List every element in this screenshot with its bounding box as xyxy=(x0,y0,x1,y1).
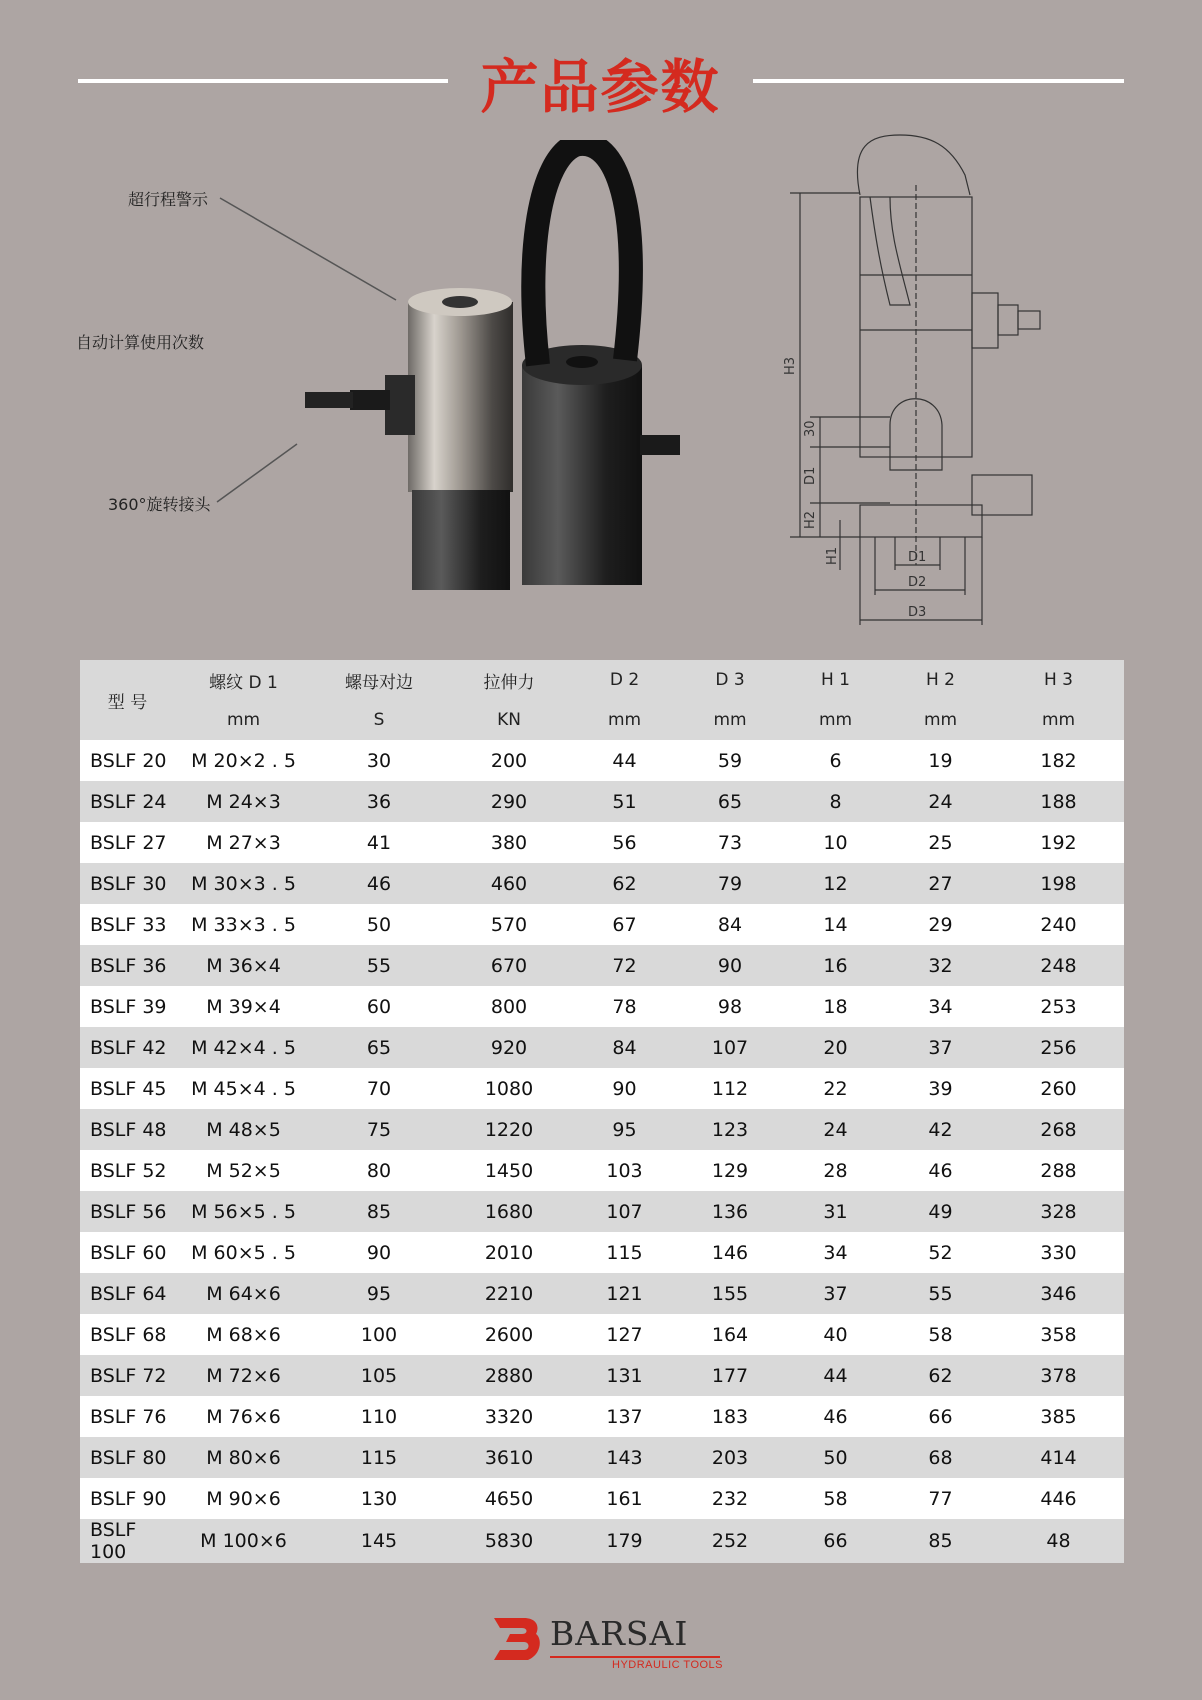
table-row xyxy=(80,1273,1124,1314)
table-cell: 129 xyxy=(677,1150,783,1191)
title-area xyxy=(0,40,1202,120)
table-cell: 12 xyxy=(783,863,888,904)
table-cell: M 36×4 xyxy=(175,945,312,986)
table-row xyxy=(80,1027,1124,1068)
table-cell: 130 xyxy=(312,1478,446,1519)
table-cell: 1450 xyxy=(446,1150,572,1191)
table-cell: M 100×6 xyxy=(175,1519,312,1563)
table-cell: 5830 xyxy=(446,1519,572,1563)
header-h2: H 2 xyxy=(888,660,993,700)
table-cell: 920 xyxy=(446,1027,572,1068)
table-cell: 380 xyxy=(446,822,572,863)
table-cell: 70 xyxy=(312,1068,446,1109)
table-cell: 121 xyxy=(572,1273,677,1314)
table-cell: 52 xyxy=(888,1232,993,1273)
table-cell: 34 xyxy=(888,986,993,1027)
table-cell: 155 xyxy=(677,1273,783,1314)
table-cell: 288 xyxy=(993,1150,1124,1191)
table-cell: M 68×6 xyxy=(175,1314,312,1355)
table-cell: 145 xyxy=(312,1519,446,1563)
header-h1: H 1 xyxy=(783,660,888,700)
table-cell: 3320 xyxy=(446,1396,572,1437)
table-cell: BSLF 52 xyxy=(80,1150,175,1191)
table-row xyxy=(80,1396,1124,1437)
unit-nut-flats: S xyxy=(312,700,446,740)
table-cell: 68 xyxy=(888,1437,993,1478)
table-cell: 36 xyxy=(312,781,446,822)
table-cell: M 27×3 xyxy=(175,822,312,863)
brand-subtitle: HYDRAULIC TOOLS xyxy=(612,1659,724,1671)
table-cell: 84 xyxy=(572,1027,677,1068)
table-cell: 252 xyxy=(677,1519,783,1563)
table-cell: 31 xyxy=(783,1191,888,1232)
table-cell: 1680 xyxy=(446,1191,572,1232)
table-cell: BSLF 42 xyxy=(80,1027,175,1068)
table-cell: 29 xyxy=(888,904,993,945)
table-cell: 62 xyxy=(572,863,677,904)
table-cell: 90 xyxy=(572,1068,677,1109)
table-cell: M 76×6 xyxy=(175,1396,312,1437)
table-cell: 248 xyxy=(993,945,1124,986)
table-cell: 51 xyxy=(572,781,677,822)
table-row xyxy=(80,945,1124,986)
table-cell: 107 xyxy=(572,1191,677,1232)
callout-swivel: 360°旋转接头 xyxy=(108,495,211,514)
table-row xyxy=(80,1191,1124,1232)
table-cell: 161 xyxy=(572,1478,677,1519)
table-header-row xyxy=(80,660,1124,700)
table-cell: BSLF 68 xyxy=(80,1314,175,1355)
table-cell: M 45×4 . 5 xyxy=(175,1068,312,1109)
table-cell: 330 xyxy=(993,1232,1124,1273)
table-cell: BSLF 72 xyxy=(80,1355,175,1396)
table-row xyxy=(80,1355,1124,1396)
table-cell: 39 xyxy=(888,1068,993,1109)
table-cell: 66 xyxy=(783,1519,888,1563)
table-cell: 115 xyxy=(312,1437,446,1478)
header-model: 型 号 xyxy=(80,660,175,740)
table-cell: 58 xyxy=(783,1478,888,1519)
table-cell: 37 xyxy=(783,1273,888,1314)
table-cell: 112 xyxy=(677,1068,783,1109)
table-cell: 203 xyxy=(677,1437,783,1478)
dim-d1: D1 xyxy=(908,550,927,565)
table-cell: 24 xyxy=(888,781,993,822)
table-cell: 123 xyxy=(677,1109,783,1150)
table-cell: 60 xyxy=(312,986,446,1027)
table-cell: 188 xyxy=(993,781,1124,822)
table-cell: 200 xyxy=(446,740,572,781)
table-cell: 40 xyxy=(783,1314,888,1355)
table-cell: 27 xyxy=(888,863,993,904)
table-row xyxy=(80,822,1124,863)
table-cell: 177 xyxy=(677,1355,783,1396)
table-cell: BSLF 76 xyxy=(80,1396,175,1437)
header-tension: 拉伸力 xyxy=(446,660,572,700)
table-cell: 66 xyxy=(888,1396,993,1437)
table-cell: M 42×4 . 5 xyxy=(175,1027,312,1068)
table-cell: 34 xyxy=(783,1232,888,1273)
table-cell: 37 xyxy=(888,1027,993,1068)
table-cell: BSLF 45 xyxy=(80,1068,175,1109)
table-cell: 232 xyxy=(677,1478,783,1519)
table-cell: 16 xyxy=(783,945,888,986)
table-cell: BSLF 80 xyxy=(80,1437,175,1478)
technical-drawing xyxy=(760,125,1090,635)
table-cell: 24 xyxy=(783,1109,888,1150)
product-photo xyxy=(290,140,700,590)
brand-mark-icon xyxy=(488,1612,544,1668)
dim-d1-vertical: D1 xyxy=(803,466,818,485)
table-cell: 253 xyxy=(993,986,1124,1027)
table-row xyxy=(80,1068,1124,1109)
table-cell: 28 xyxy=(783,1150,888,1191)
spec-table-body xyxy=(80,740,1124,1563)
table-cell: 95 xyxy=(312,1273,446,1314)
table-cell: 127 xyxy=(572,1314,677,1355)
table-cell: BSLF 90 xyxy=(80,1478,175,1519)
table-cell: 44 xyxy=(572,740,677,781)
table-cell: 378 xyxy=(993,1355,1124,1396)
callout-counter: 自动计算使用次数 xyxy=(76,333,205,352)
table-cell: M 52×5 xyxy=(175,1150,312,1191)
table-row xyxy=(80,986,1124,1027)
dim-h3: H3 xyxy=(783,356,798,375)
title-rule-right xyxy=(753,79,1124,83)
table-cell: 42 xyxy=(888,1109,993,1150)
header-h3: H 3 xyxy=(993,660,1124,700)
table-row xyxy=(80,1437,1124,1478)
table-cell: 8 xyxy=(783,781,888,822)
table-cell: 2010 xyxy=(446,1232,572,1273)
table-cell: 95 xyxy=(572,1109,677,1150)
table-cell: 2210 xyxy=(446,1273,572,1314)
table-cell: 136 xyxy=(677,1191,783,1232)
unit-h3: mm xyxy=(993,700,1124,740)
table-cell: 80 xyxy=(312,1150,446,1191)
table-cell: BSLF 30 xyxy=(80,863,175,904)
table-row xyxy=(80,781,1124,822)
table-row xyxy=(80,1478,1124,1519)
table-unit-row xyxy=(80,700,1124,740)
table-cell: 240 xyxy=(993,904,1124,945)
table-cell: 198 xyxy=(993,863,1124,904)
table-cell: 46 xyxy=(888,1150,993,1191)
unit-d3: mm xyxy=(677,700,783,740)
table-cell: 460 xyxy=(446,863,572,904)
table-cell: 107 xyxy=(677,1027,783,1068)
table-cell: BSLF 24 xyxy=(80,781,175,822)
table-cell: 67 xyxy=(572,904,677,945)
header-d3: D 3 xyxy=(677,660,783,700)
table-cell: 50 xyxy=(783,1437,888,1478)
table-cell: 192 xyxy=(993,822,1124,863)
dim-d2: D2 xyxy=(908,575,927,590)
table-cell: 328 xyxy=(993,1191,1124,1232)
table-cell: 10 xyxy=(783,822,888,863)
table-cell: 32 xyxy=(888,945,993,986)
table-cell: 85 xyxy=(888,1519,993,1563)
table-cell: M 48×5 xyxy=(175,1109,312,1150)
table-cell: M 39×4 xyxy=(175,986,312,1027)
table-cell: 50 xyxy=(312,904,446,945)
table-cell: M 33×3 . 5 xyxy=(175,904,312,945)
table-cell: M 20×2 . 5 xyxy=(175,740,312,781)
table-cell: BSLF 56 xyxy=(80,1191,175,1232)
unit-h1: mm xyxy=(783,700,888,740)
table-cell: 75 xyxy=(312,1109,446,1150)
table-cell: 58 xyxy=(888,1314,993,1355)
table-cell: 48 xyxy=(993,1519,1124,1563)
table-cell: 1220 xyxy=(446,1109,572,1150)
table-cell: BSLF 39 xyxy=(80,986,175,1027)
header-nut-flats: 螺母对边 xyxy=(312,660,446,700)
table-cell: 2600 xyxy=(446,1314,572,1355)
table-cell: 46 xyxy=(783,1396,888,1437)
table-cell: 260 xyxy=(993,1068,1124,1109)
table-cell: 182 xyxy=(993,740,1124,781)
table-cell: 6 xyxy=(783,740,888,781)
table-row xyxy=(80,740,1124,781)
dim-h1: H1 xyxy=(825,546,840,565)
table-cell: 131 xyxy=(572,1355,677,1396)
dim-h2: H2 xyxy=(803,510,818,529)
spec-table xyxy=(80,660,1124,1563)
table-cell: 79 xyxy=(677,863,783,904)
table-row xyxy=(80,1109,1124,1150)
table-cell: 3610 xyxy=(446,1437,572,1478)
table-cell: 84 xyxy=(677,904,783,945)
table-cell: BSLF 20 xyxy=(80,740,175,781)
table-cell: BSLF 36 xyxy=(80,945,175,986)
table-cell: 30 xyxy=(312,740,446,781)
table-cell: 98 xyxy=(677,986,783,1027)
table-row xyxy=(80,1314,1124,1355)
table-cell: 446 xyxy=(993,1478,1124,1519)
table-cell: 22 xyxy=(783,1068,888,1109)
table-cell: 14 xyxy=(783,904,888,945)
page-title: 产品参数 xyxy=(480,53,721,121)
table-cell: 110 xyxy=(312,1396,446,1437)
table-cell: M 72×6 xyxy=(175,1355,312,1396)
table-cell: M 64×6 xyxy=(175,1273,312,1314)
table-cell: 59 xyxy=(677,740,783,781)
table-cell: 2880 xyxy=(446,1355,572,1396)
table-cell: 49 xyxy=(888,1191,993,1232)
table-cell: 78 xyxy=(572,986,677,1027)
table-cell: 20 xyxy=(783,1027,888,1068)
table-cell: M 24×3 xyxy=(175,781,312,822)
table-cell: 100 xyxy=(312,1314,446,1355)
brand-rule xyxy=(550,1656,720,1658)
table-cell: 183 xyxy=(677,1396,783,1437)
table-cell: 570 xyxy=(446,904,572,945)
table-cell: BSLF 64 xyxy=(80,1273,175,1314)
table-cell: 414 xyxy=(993,1437,1124,1478)
header-d2: D 2 xyxy=(572,660,677,700)
table-cell: 290 xyxy=(446,781,572,822)
table-cell: 77 xyxy=(888,1478,993,1519)
unit-h2: mm xyxy=(888,700,993,740)
table-cell: M 80×6 xyxy=(175,1437,312,1478)
callout-overtravel: 超行程警示 xyxy=(128,190,209,209)
table-cell: 268 xyxy=(993,1109,1124,1150)
table-cell: 62 xyxy=(888,1355,993,1396)
table-cell: 56 xyxy=(572,822,677,863)
table-cell: 55 xyxy=(312,945,446,986)
table-cell: 105 xyxy=(312,1355,446,1396)
table-row xyxy=(80,1519,1124,1563)
table-cell: 103 xyxy=(572,1150,677,1191)
table-cell: 800 xyxy=(446,986,572,1027)
table-cell: 670 xyxy=(446,945,572,986)
table-cell: 65 xyxy=(677,781,783,822)
table-cell: 137 xyxy=(572,1396,677,1437)
table-row xyxy=(80,1232,1124,1273)
table-cell: BSLF 27 xyxy=(80,822,175,863)
dim-d3: D3 xyxy=(908,605,927,620)
dim-30: 30 xyxy=(803,420,818,437)
table-cell: M 90×6 xyxy=(175,1478,312,1519)
table-cell: 256 xyxy=(993,1027,1124,1068)
table-cell: M 60×5 . 5 xyxy=(175,1232,312,1273)
table-cell: 90 xyxy=(677,945,783,986)
table-cell: BSLF 33 xyxy=(80,904,175,945)
table-cell: 55 xyxy=(888,1273,993,1314)
unit-d2: mm xyxy=(572,700,677,740)
table-row xyxy=(80,863,1124,904)
table-cell: 25 xyxy=(888,822,993,863)
brand-logo xyxy=(488,1612,728,1672)
table-cell: 164 xyxy=(677,1314,783,1355)
table-cell: 19 xyxy=(888,740,993,781)
unit-tension: KN xyxy=(446,700,572,740)
table-cell: 115 xyxy=(572,1232,677,1273)
table-cell: 44 xyxy=(783,1355,888,1396)
table-cell: 4650 xyxy=(446,1478,572,1519)
table-cell: 65 xyxy=(312,1027,446,1068)
table-cell: 179 xyxy=(572,1519,677,1563)
table-row xyxy=(80,904,1124,945)
table-cell: 46 xyxy=(312,863,446,904)
table-cell: M 56×5 . 5 xyxy=(175,1191,312,1232)
table-cell: BSLF 100 xyxy=(80,1519,175,1563)
table-cell: M 30×3 . 5 xyxy=(175,863,312,904)
brand-name: BARSAI xyxy=(550,1614,689,1653)
table-cell: 1080 xyxy=(446,1068,572,1109)
header-thread: 螺纹 D 1 xyxy=(175,660,312,700)
unit-thread: mm xyxy=(175,700,312,740)
table-row xyxy=(80,1150,1124,1191)
table-cell: 18 xyxy=(783,986,888,1027)
table-cell: 72 xyxy=(572,945,677,986)
table-cell: 146 xyxy=(677,1232,783,1273)
table-cell: BSLF 60 xyxy=(80,1232,175,1273)
table-cell: BSLF 48 xyxy=(80,1109,175,1150)
table-cell: 85 xyxy=(312,1191,446,1232)
table-cell: 346 xyxy=(993,1273,1124,1314)
table-cell: 358 xyxy=(993,1314,1124,1355)
table-cell: 90 xyxy=(312,1232,446,1273)
table-cell: 143 xyxy=(572,1437,677,1478)
title-rule-left xyxy=(78,79,448,83)
table-cell: 41 xyxy=(312,822,446,863)
table-cell: 73 xyxy=(677,822,783,863)
table-cell: 385 xyxy=(993,1396,1124,1437)
